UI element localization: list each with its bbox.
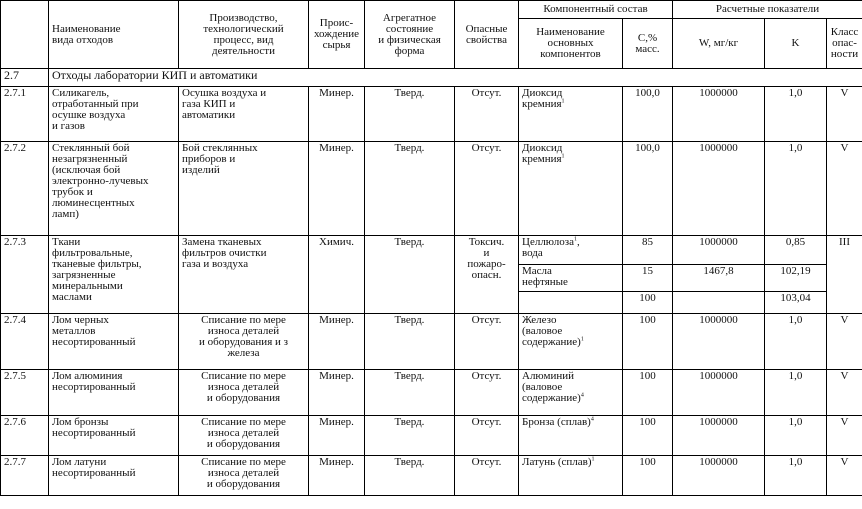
- table-row: [1, 87, 862, 142]
- component-name: [519, 416, 623, 456]
- header-waste-name: Наименование вида отходов: [49, 1, 179, 69]
- origin: Минер.: [309, 456, 365, 496]
- waste-name: Лом алюминия несортированный: [49, 370, 179, 416]
- hazard-class: V: [827, 370, 862, 416]
- waste-name: Лом бронзы несортированный: [49, 416, 179, 456]
- k-value: 1,0: [765, 314, 827, 370]
- state: Тверд.: [365, 456, 455, 496]
- w-value: 1000000: [673, 87, 765, 142]
- origin: Минер.: [309, 314, 365, 370]
- component-name: [519, 456, 623, 496]
- component-text: Диоксид кремния: [522, 87, 563, 110]
- concentration: 100,0: [623, 142, 673, 236]
- component-text: Диоксид кремния: [522, 142, 563, 165]
- k-value: 1,0: [765, 456, 827, 496]
- origin: Минер.: [309, 370, 365, 416]
- concentration: 100: [623, 416, 673, 456]
- component-name: [519, 87, 623, 142]
- process: Списание по мере износа деталей и оборудования и з железа: [179, 314, 309, 370]
- k-value: 1,0: [765, 416, 827, 456]
- row-number: 2.7.4: [1, 314, 49, 370]
- hazard: Отсут.: [455, 416, 519, 456]
- header-origin: Проис- хождение сырья: [309, 1, 365, 69]
- table-row: [1, 456, 862, 496]
- component-name: [519, 314, 623, 370]
- state: Тверд.: [365, 416, 455, 456]
- hazard: Отсут.: [455, 456, 519, 496]
- component-text: Целлюлоза: [522, 236, 574, 248]
- hazard-class: V: [827, 314, 862, 370]
- state: Тверд.: [365, 87, 455, 142]
- concentration-total: 100: [623, 292, 673, 314]
- concentration: 100: [623, 314, 673, 370]
- row-number: 2.7.7: [1, 456, 49, 496]
- state: Тверд.: [365, 314, 455, 370]
- row-number: 2.7.2: [1, 142, 49, 236]
- footnote-mark: 1: [580, 336, 584, 343]
- section-number: 2.7: [1, 69, 49, 87]
- w-value: 1000000: [673, 456, 765, 496]
- hazard: Токсич. и пожаро- опасн.: [455, 236, 519, 314]
- waste-name: Силикагель, отработанный при осушке воздуха и газов: [49, 87, 179, 142]
- hazard: Отсут.: [455, 370, 519, 416]
- header-w: W, мг/кг: [673, 19, 765, 69]
- row-number: 2.7.6: [1, 416, 49, 456]
- component-name: [519, 236, 623, 265]
- component-text: Алюминий (валовое содержание): [522, 370, 581, 404]
- k-total: 103,04: [765, 292, 827, 314]
- component-name: [519, 292, 623, 314]
- footnote-mark: 4: [580, 392, 584, 399]
- hazard-class: V: [827, 142, 862, 236]
- process: Списание по мере износа деталей и оборудования: [179, 416, 309, 456]
- hazard: Отсут.: [455, 314, 519, 370]
- state: Тверд.: [365, 370, 455, 416]
- process: Бой стеклянных приборов и изделий: [179, 142, 309, 236]
- hazard-class: V: [827, 87, 862, 142]
- state: Тверд.: [365, 236, 455, 314]
- section-title: Отходы лаборатории КИП и автоматики: [49, 69, 862, 87]
- process: Осушка воздуха и газа КИП и автоматики: [179, 87, 309, 142]
- hazard-class: V: [827, 416, 862, 456]
- process: Списание по мере износа деталей и оборудования: [179, 456, 309, 496]
- w-value: 1000000: [673, 236, 765, 265]
- table-row: [1, 236, 862, 265]
- waste-name: Стеклянный бой незагрязненный (исключая бой электронно-лучевых трубок и люминесцентных ламп): [49, 142, 179, 236]
- table-row: [1, 142, 862, 236]
- waste-name: Лом черных металлов несортированный: [49, 314, 179, 370]
- concentration: 85: [623, 236, 673, 265]
- waste-name: Ткани фильтровальные, тканевые фильтры, загрязненные минеральными маслами: [49, 236, 179, 314]
- component-name: [519, 370, 623, 416]
- header-calc-group: Расчетные показатели: [673, 1, 862, 19]
- footnote-mark: 1: [561, 98, 565, 105]
- header-hazard-class: Класс опас- ности: [827, 19, 862, 69]
- component-name: [519, 265, 623, 292]
- component-text: Железо (валовое содержание): [522, 314, 581, 348]
- origin: Минер.: [309, 87, 365, 142]
- header-component-name: Наименование основных компонентов: [519, 19, 623, 69]
- header-number: [1, 1, 49, 69]
- hazard: Отсут.: [455, 142, 519, 236]
- w-value: 1000000: [673, 314, 765, 370]
- hazard: Отсут.: [455, 87, 519, 142]
- origin: Химич.: [309, 236, 365, 314]
- k-value: 1,0: [765, 87, 827, 142]
- table-row: [1, 314, 862, 370]
- waste-name: Лом латуни несортированный: [49, 456, 179, 496]
- row-number: 2.7.1: [1, 87, 49, 142]
- k-value: 0,85: [765, 236, 827, 265]
- header-concentration: C,% масс.: [623, 19, 673, 69]
- row-number: 2.7.5: [1, 370, 49, 416]
- footnote-mark: 1: [591, 456, 595, 463]
- component-text: Бронза (сплав): [522, 416, 591, 428]
- component-text: Латунь (сплав): [522, 456, 592, 468]
- process: Замена тканевых фильтров очистки газа и воздуха: [179, 236, 309, 314]
- concentration: 100: [623, 456, 673, 496]
- footnote-mark: 4: [590, 416, 594, 423]
- w-value: [673, 292, 765, 314]
- hazard-class: V: [827, 456, 862, 496]
- origin: Минер.: [309, 416, 365, 456]
- state: Тверд.: [365, 142, 455, 236]
- table-row: [1, 416, 862, 456]
- k-value: 102,19: [765, 265, 827, 292]
- header-state: Агрегатное состояние и физическая форма: [365, 1, 455, 69]
- header-hazard: Опасные свойства: [455, 1, 519, 69]
- section-row: [1, 69, 862, 87]
- concentration: 100,0: [623, 87, 673, 142]
- k-value: 1,0: [765, 142, 827, 236]
- concentration: 15: [623, 265, 673, 292]
- header-k: K: [765, 19, 827, 69]
- row-number: 2.7.3: [1, 236, 49, 314]
- header-components-group: Компонентный состав: [519, 1, 673, 19]
- process: Списание по мере износа деталей и оборудования: [179, 370, 309, 416]
- origin: Минер.: [309, 142, 365, 236]
- w-value: 1000000: [673, 370, 765, 416]
- w-value: 1467,8: [673, 265, 765, 292]
- w-value: 1000000: [673, 416, 765, 456]
- table-row: [1, 370, 862, 416]
- component-text-tail: , вода: [522, 236, 580, 259]
- header-process: Производство, технологический процесс, вид деятельности: [179, 1, 309, 69]
- component-text: Масла нефтяные: [522, 265, 568, 288]
- footnote-mark: 1: [573, 236, 577, 243]
- component-name: [519, 142, 623, 236]
- w-value: 1000000: [673, 142, 765, 236]
- concentration: 100: [623, 370, 673, 416]
- k-value: 1,0: [765, 370, 827, 416]
- hazard-class: III: [827, 236, 862, 314]
- footnote-mark: 1: [561, 153, 565, 160]
